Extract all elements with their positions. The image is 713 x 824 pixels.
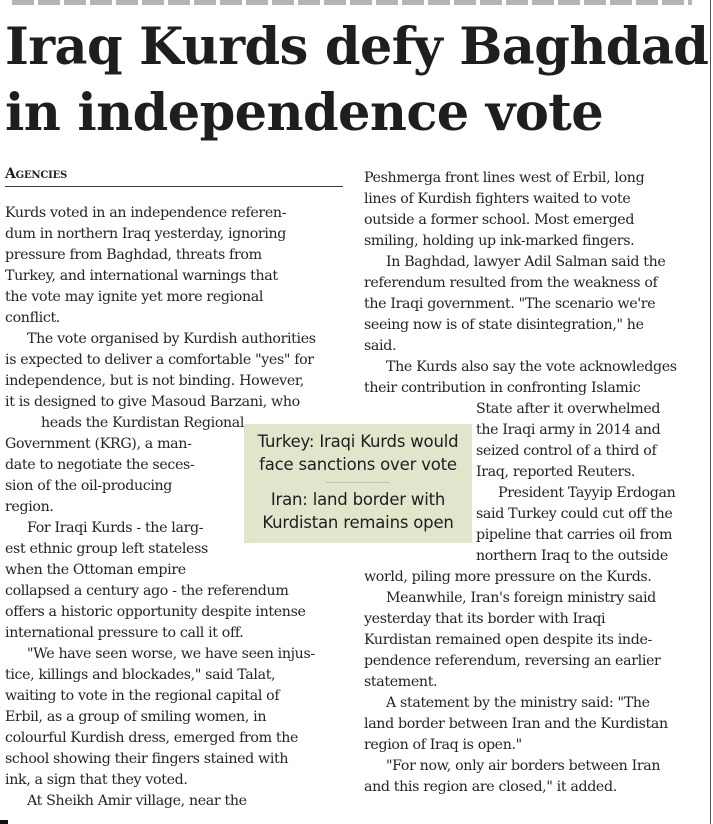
top-clipped-text-rule [0, 0, 713, 10]
article-line: Turkey, and international warnings that [5, 268, 278, 284]
article-line: international pressure to call it off. [5, 625, 244, 641]
article-line: Meanwhile, Iran's foreign ministry said [386, 590, 656, 606]
article-line: conflict. [5, 310, 60, 326]
article-line: pressure from Baghdad, threats from [5, 247, 262, 263]
article-line: pipeline that carries oil from [476, 527, 673, 543]
article-line: region. [5, 499, 54, 515]
article-line: dum in northern Iraq yesterday, ignoring [5, 226, 287, 242]
article-line: pendence referendum, reversing an earlier [364, 653, 661, 669]
article-line: In Baghdad, lawyer Adil Salman said the [386, 254, 666, 270]
article-line: State after it overwhelmed [476, 401, 661, 417]
article-line: For Iraqi Kurds - the larg- [27, 520, 204, 536]
iran-callout [244, 488, 472, 534]
article-line: seeing now is of state disintegration," he [364, 317, 644, 333]
headline [5, 14, 709, 146]
article-line: school showing their fingers stained with [5, 751, 289, 767]
headline-line-1: Iraq Kurds defy Baghdad [5, 17, 709, 77]
article-line: ink, a sign that they voted. [5, 772, 188, 788]
article-line: region of Iraq is open." [364, 737, 522, 753]
headline-line-2: in independence vote [5, 83, 604, 143]
article-line: smiling, holding up ink-marked fingers. [364, 233, 635, 249]
article-line: est ethnic group left stateless [5, 541, 208, 557]
article-line: northern Iraq to the outside [476, 548, 668, 564]
article-line: said Turkey could cut off the [476, 506, 673, 522]
callout-divider [326, 482, 390, 483]
article-line: "We have seen worse, we have seen injus- [27, 646, 315, 662]
article-line: when the Ottoman empire [5, 562, 186, 578]
article-line: A statement by the ministry said: "The [386, 695, 650, 711]
article-line: seized control of a third of [476, 443, 657, 459]
article-line: outside a former school. Most emerged [364, 212, 635, 228]
article-line: said. [364, 338, 397, 354]
byline: Agencies [5, 166, 343, 187]
article-line: the Iraqi army in 2014 and [476, 422, 661, 438]
article-line: is expected to deliver a comfortable "yes" for [5, 352, 314, 368]
article-line: yesterday that its border with Iraqi [364, 611, 606, 627]
article-line: the vote may ignite yet more regional [5, 289, 264, 305]
callout-line: face sanctions over vote [259, 455, 457, 474]
article-line: Erbil, as a group of smiling women, in [5, 709, 267, 725]
pull-quote-callout [244, 424, 472, 543]
article-line: "For now, only air borders between Iran [386, 758, 661, 774]
article-line: the Iraqi government. "The scenario we're [364, 296, 656, 312]
article-line: Government (KRG), a man- [5, 436, 192, 452]
article-line: colourful Kurdish dress, emerged from the [5, 730, 299, 746]
article-line: The Kurds also say the vote acknowledges [386, 359, 677, 375]
article-line: statement. [364, 674, 438, 690]
article-line: land border between Iran and the Kurdistan [364, 716, 668, 732]
article-line: The vote organised by Kurdish authorities [27, 331, 316, 347]
article-line: Kurdistan remained open despite its inde- [364, 632, 652, 648]
article-line: sion of the oil-producing [5, 478, 173, 494]
bottom-left-mark [0, 820, 8, 824]
article-line: collapsed a century ago - the referendum [5, 583, 289, 599]
article-line: offers a historic opportunity despite intense [5, 604, 306, 620]
article-line: waiting to vote in the regional capital of [5, 688, 280, 704]
article-line: At Sheikh Amir village, near the [27, 793, 247, 809]
article-line: date to negotiate the seces- [5, 457, 195, 473]
article-line: independence, but is not binding. However, [5, 373, 304, 389]
article-line: and this region are closed," it added. [364, 779, 617, 795]
article-line: referendum resulted from the weakness of [364, 275, 658, 291]
callout-line: Iran: land border with [270, 490, 446, 509]
article-line: Kurds voted in an independence referen- [5, 205, 287, 221]
right-column-rule [710, 0, 711, 824]
article-line: lines of Kurdish fighters waited to vote [364, 191, 631, 207]
article-line: Iraq, reported Reuters. [476, 464, 636, 480]
article-line: President Tayyip Erdogan [498, 485, 676, 501]
callout-line: Kurdistan remains open [262, 513, 454, 532]
article-line: heads the Kurdistan Regional [41, 415, 245, 431]
article-line: their contribution in confronting Islamic [364, 380, 641, 396]
turkey-callout [244, 430, 472, 476]
article-line: tice, killings and blockades," said Talat, [5, 667, 276, 683]
article-line: it is designed to give Masoud Barzani, who [5, 394, 300, 410]
article-line: Peshmerga front lines west of Erbil, long [364, 170, 645, 186]
callout-line: Turkey: Iraqi Kurds would [257, 432, 459, 451]
article-line: world, piling more pressure on the Kurds. [364, 569, 652, 585]
